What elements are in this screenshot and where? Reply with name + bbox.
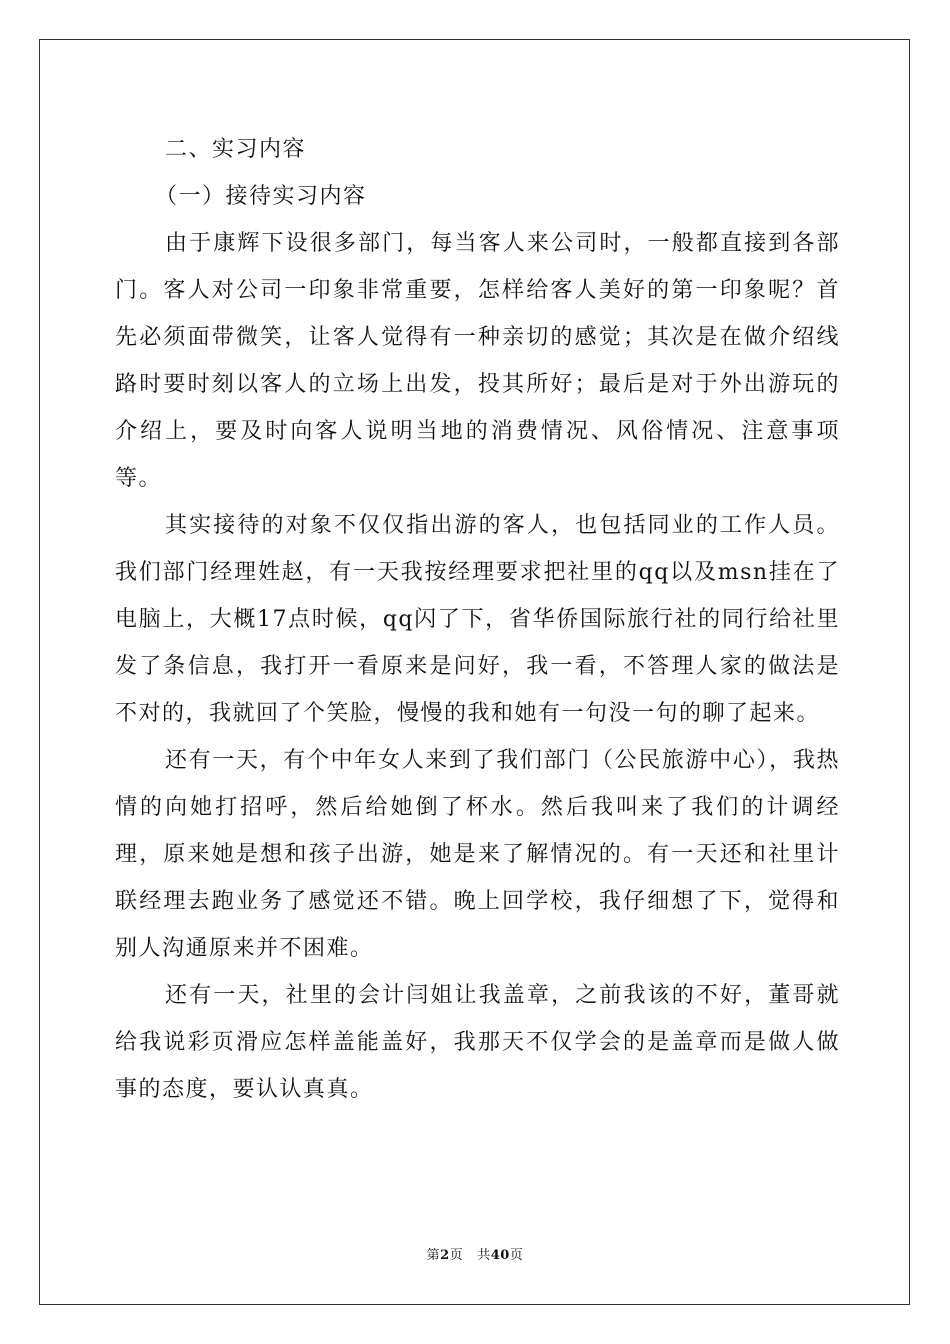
footer-total-prefix: 共 xyxy=(477,1248,491,1263)
paragraph-3: 还有一天，有个中年女人来到了我们部门（公民旅游中心），我热情的向她打招呼，然后给她倒了杯水。然后我叫来了我们的计调经理，原来她是想和孩子出游，她是来了解情况的。有一天还和社里计联经理去跑业务了感觉还不错。晚上回学校，我仔细想了下，觉得和别人沟通原来并不困难。 xyxy=(115,748,840,961)
document-body xyxy=(115,126,840,1113)
page-footer xyxy=(0,1244,950,1263)
footer-total-suffix: 页 xyxy=(509,1248,524,1263)
footer-page-prefix: 第 xyxy=(426,1248,441,1263)
footer-page-suffix: 页 xyxy=(449,1248,464,1263)
paragraph-4: 还有一天，社里的会计闫姐让我盖章，之前我该的不好，董哥就给我说彩页滑应怎样盖能盖好，我那天不仅学会的是盖章而是做人做事的态度，要认认真真。 xyxy=(115,983,840,1102)
subsection-title: （一）接待实习内容 xyxy=(155,184,367,209)
paragraph-1: 由于康辉下设很多部门，每当客人来公司时，一般都直接到各部门。客人对公司一印象非常重要，怎样给客人美好的第一印象呢？首先必须面带微笑，让客人觉得有一种亲切的感觉；其次是在做介绍线路时要时刻以客人的立场上出发，投其所好；最后是对于外出游玩的介绍上，要及时向客人说明当地的消费情况、风俗情况、注意事项等。 xyxy=(115,231,840,491)
footer-total-pages: 40 xyxy=(490,1248,510,1263)
paragraph-2: 其实接待的对象不仅仅指出游的客人，也包括同业的工作人员。我们部门经理姓赵，有一天我按经理要求把社里的qq以及msn挂在了电脑上，大概17点时候，qq闪了下，省华侨国际旅行社的同行给社里发了条信息，我打开一看原来是问好，我一看，不答理人家的做法是不对的，我就回了个笑脸，慢慢的我和她有一句没一句的聊了起来。 xyxy=(115,513,840,726)
section-title: 二、实习内容 xyxy=(165,137,307,162)
footer-page-number: 2 xyxy=(440,1248,450,1263)
